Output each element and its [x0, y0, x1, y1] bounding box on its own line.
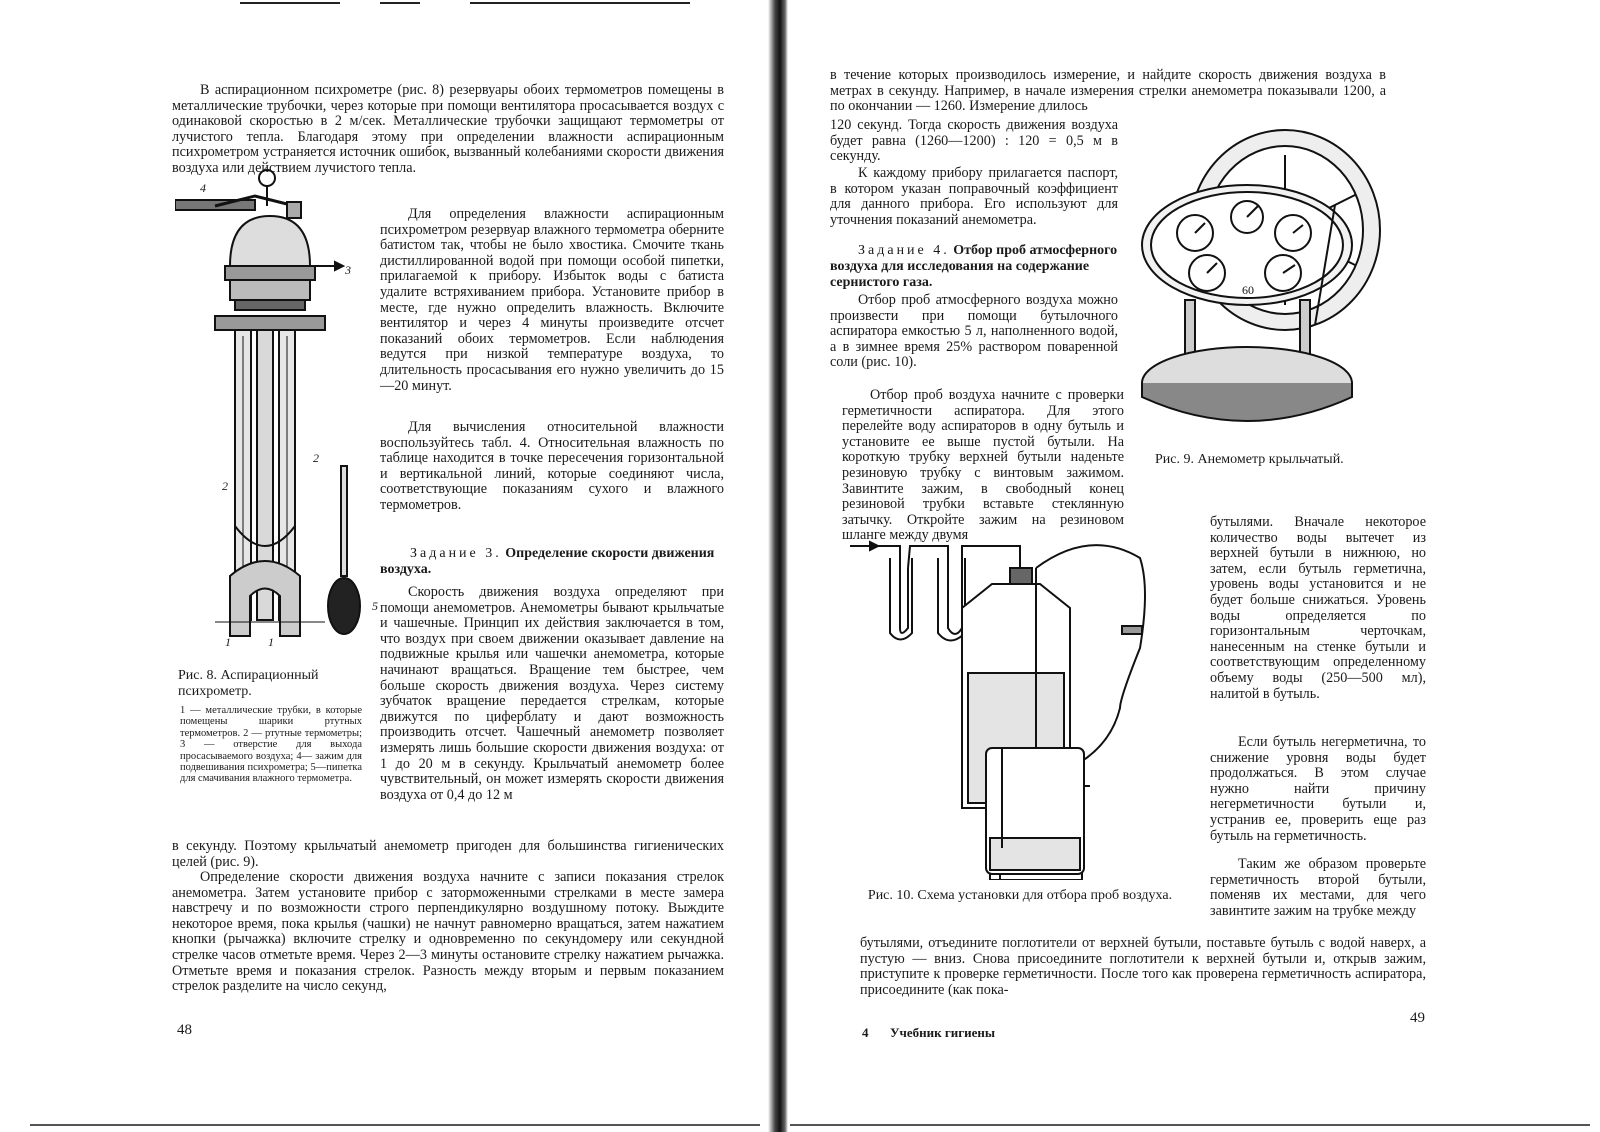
- task-4-prefix: Задание 4.: [858, 243, 950, 258]
- left-page: [0, 0, 780, 1132]
- check-paragraph: Отбор проб воздуха начните с проверки герметичности аспиратора. Для этого перелейте воду аспираторов в одну бутыль и установите ее выше пустой бутыли. На короткую трубку верхней бутыли наденьте резиновую трубку с винтовым зажимом. Завинтите зажим, в свободный конец резиновой трубки вставьте стеклянную затычку. Откройте зажим на резиновом шланге между двумя: [842, 387, 1124, 544]
- figure-9-caption: Рис. 9. Анемометр крыльчатый.: [1155, 452, 1344, 467]
- scan-edge-line: [470, 2, 690, 4]
- right-page: [790, 0, 1600, 1132]
- page-number: 49: [1410, 1010, 1425, 1026]
- book-spine: [768, 0, 788, 1132]
- task-4-heading: [830, 243, 1118, 291]
- scan-edge-line: [240, 2, 340, 4]
- wet-bulb-paragraph: Для определения влажности аспирационным психрометром резервуар влажного термометра оберните батистом так, чтобы не было хвостика. Смочите ткань дистиллированной водой при помощи особой пипетки, прилагаемой к прибору. Избыток воды с батиста удалите встряхиванием прибора. Установите прибор в месте, где нужно определить влажность. Включите вентилятор и через 4 минуты произведите отсчет показаний обоих термометров. Если наблюдения ведутся при низкой температуре воздуха, то длительность просасывания его нужно увеличить до 15—20 минут.: [380, 206, 724, 394]
- second-bottle-paragraph: Таким же образом проверьте герметичность второй бутыли, поменяв их местами, для чего завинтите зажим на трубке между: [1210, 856, 1426, 919]
- figure-10-caption: Рис. 10. Схема установки для отбора проб воздуха.: [867, 888, 1173, 903]
- measurement-paragraph: Определение скорости движения воздуха начните с записи показания стрелок анемометра. Затем установите прибор с заторможенными стрелками в месте замера навстречу и по возможности строго перпендикулярно воздушному потоку. Выждите некоторое время, пока крылья (чашки) не начнут равномерно вращаться, затем нажатием кнопки (рычажка) включите стрелку и одновременно по секундомеру или секундной стрелке часов отметьте время. Через 2—3 минуты остановите стрелку нажатием рычажка. Отметьте время и показания стрелок. Разность между вторым и первым показанием стрелок разделите на число секунд,: [172, 869, 724, 995]
- figure-8-caption: Рис. 8. Аспирационный психрометр.: [178, 668, 319, 699]
- anemometer-paragraph-end: в секунду. Поэтому крыльчатый анемометр пригоден для большинства гигиенических целей (рис. 9).: [172, 838, 724, 870]
- table-paragraph: Для вычисления относительной влажности воспользуйтесь табл. 4. Относительная влажность по таблице находится в точке пересечения горизонтальной и вертикальной линий, которые соединяют числа, соответствующие показаниям сухого и влажного термометров.: [380, 419, 724, 513]
- bottles-paragraph: бутылями. Вначале некоторое количество воды вытечет из верхней бутыли в нижнюю, но затем, если бутыль герметична, уровень воды установится и не будет больше снижаться. Уровень воды определяется по горизонтальным черточкам, нанесенным на стенке бутыли и соответствующим определенному объему воды (250—500 мл), налитой в бутыль.: [1210, 514, 1426, 702]
- intro-paragraph: В аспирационном психрометре (рис. 8) резервуары обоих термометров помещены в металлические трубочки, через которые при помощи вентилятора просасывается воздух с одинаковой скоростью в 2 м/сек. Металлические трубочки защищают термометры от лучистого тепла. Благодаря этому при определении влажности аспирационным психрометром устраняется источник ошибок, вызванный колебаниями скорости движения воздуха или действием лучистого тепла.: [172, 82, 724, 176]
- figure-label: 5: [372, 599, 378, 613]
- sampling-paragraph: Отбор проб атмосферного воздуха можно произвести при помощи бутылочного аспиратора емкостью 5 л, наполненного водой, а в зимнее время 25% раствором поваренной соли (рис. 10).: [830, 292, 1118, 371]
- task-3-heading: [380, 546, 724, 578]
- scan-edge-line: [790, 1124, 1590, 1126]
- task-3-title: Определение скорости движения воздуха.: [380, 546, 715, 577]
- right-top-paragraph: в течение которых производилось измерение, и найдите скорость движения воздуха в метрах в секунду. Например, в начале измерения стрелки анемометра показывали 1200, а по окончании — 1260. Измерение длилось: [830, 67, 1386, 115]
- calculation-paragraph: 120 секунд. Тогда скорость движения воздуха будет равна (1260—1200) : 120 = 0,5 м в секунду.: [830, 117, 1118, 165]
- figure-label: 3: [345, 263, 351, 277]
- scan-edge-line: [30, 1124, 760, 1126]
- bottom-paragraph: бутылями, отъедините поглотители от верхней бутыли, поставьте бутыль с водой наверх, а пустую — вниз. Снова присоедините поглотители к верхней бутыли и, открыв зажим, приступите к проверке герметичности. После того как проверена герметичность аспиратора, присоедините (как пока-: [860, 935, 1426, 998]
- aspirator-lower-bottle: [980, 738, 1120, 878]
- figure-label: 1: [225, 635, 231, 649]
- passport-paragraph: К каждому прибору прилагается паспорт, в котором указан поправочный коэффициент для данного прибора. Его используют для уточнения показаний анемометра.: [830, 165, 1118, 228]
- figure-label: 1: [268, 635, 274, 649]
- page-number: 48: [177, 1022, 192, 1038]
- psychrometer-figure: [175, 166, 385, 666]
- anemometer-paragraph: Скорость движения воздуха определяют при помощи анемометров. Анемометры бывают крыльчатые и чашечные. Принцип их действия заключается в том, что воздух при своем движении оказывает давление на подвижные крылья или чашечки анемометра, которые начинают вращаться. Вращение тем быстрее, чем больше скорость движения воздуха. Через систему зубчаток вращение передается стрелкам, которые движутся по циферблату и дают возможность производить отсчет. Чашечный анемометр позволяет измерять лишь большие скорости движения воздуха: от 1 до 20 м в секунду. Крыльчатый анемометр более чувствительный, он может измерять скорости движения воздуха от 0,4 до 12 м: [380, 584, 724, 803]
- task-3-prefix: Задание 3.: [410, 546, 502, 561]
- signature-number: 4: [862, 1025, 869, 1040]
- leak-paragraph: Если бутыль негерметична, то снижение уровня воды будет продолжаться. В этом случае нужно найти причину негерметичности бутыли и, устранив ее, проверить еще раз бутыль на герметичность.: [1210, 734, 1426, 844]
- figure-label: 2: [313, 451, 319, 465]
- task-4-title: Отбор проб атмосферного воздуха для исследования на содержание сернистого газа.: [830, 243, 1118, 290]
- scan-edge-line: [380, 2, 420, 4]
- signature-title: Учебник гигиены: [890, 1025, 996, 1040]
- figure-label: 2: [222, 479, 228, 493]
- figure-label: 4: [200, 181, 206, 195]
- figure-8-legend: 1 — металлические трубки, в которые помещены шарики ртутных термометров. 2 — ртутные термометры; 3 — отверстие для выхода просасываемого воздуха; 4— зажим для подвешивания психрометра; 5—пипетка для смачивания влажного термометра.: [180, 705, 362, 785]
- anemometer-dial-label-box: [1238, 280, 1268, 300]
- dial-label: 60: [1242, 283, 1254, 297]
